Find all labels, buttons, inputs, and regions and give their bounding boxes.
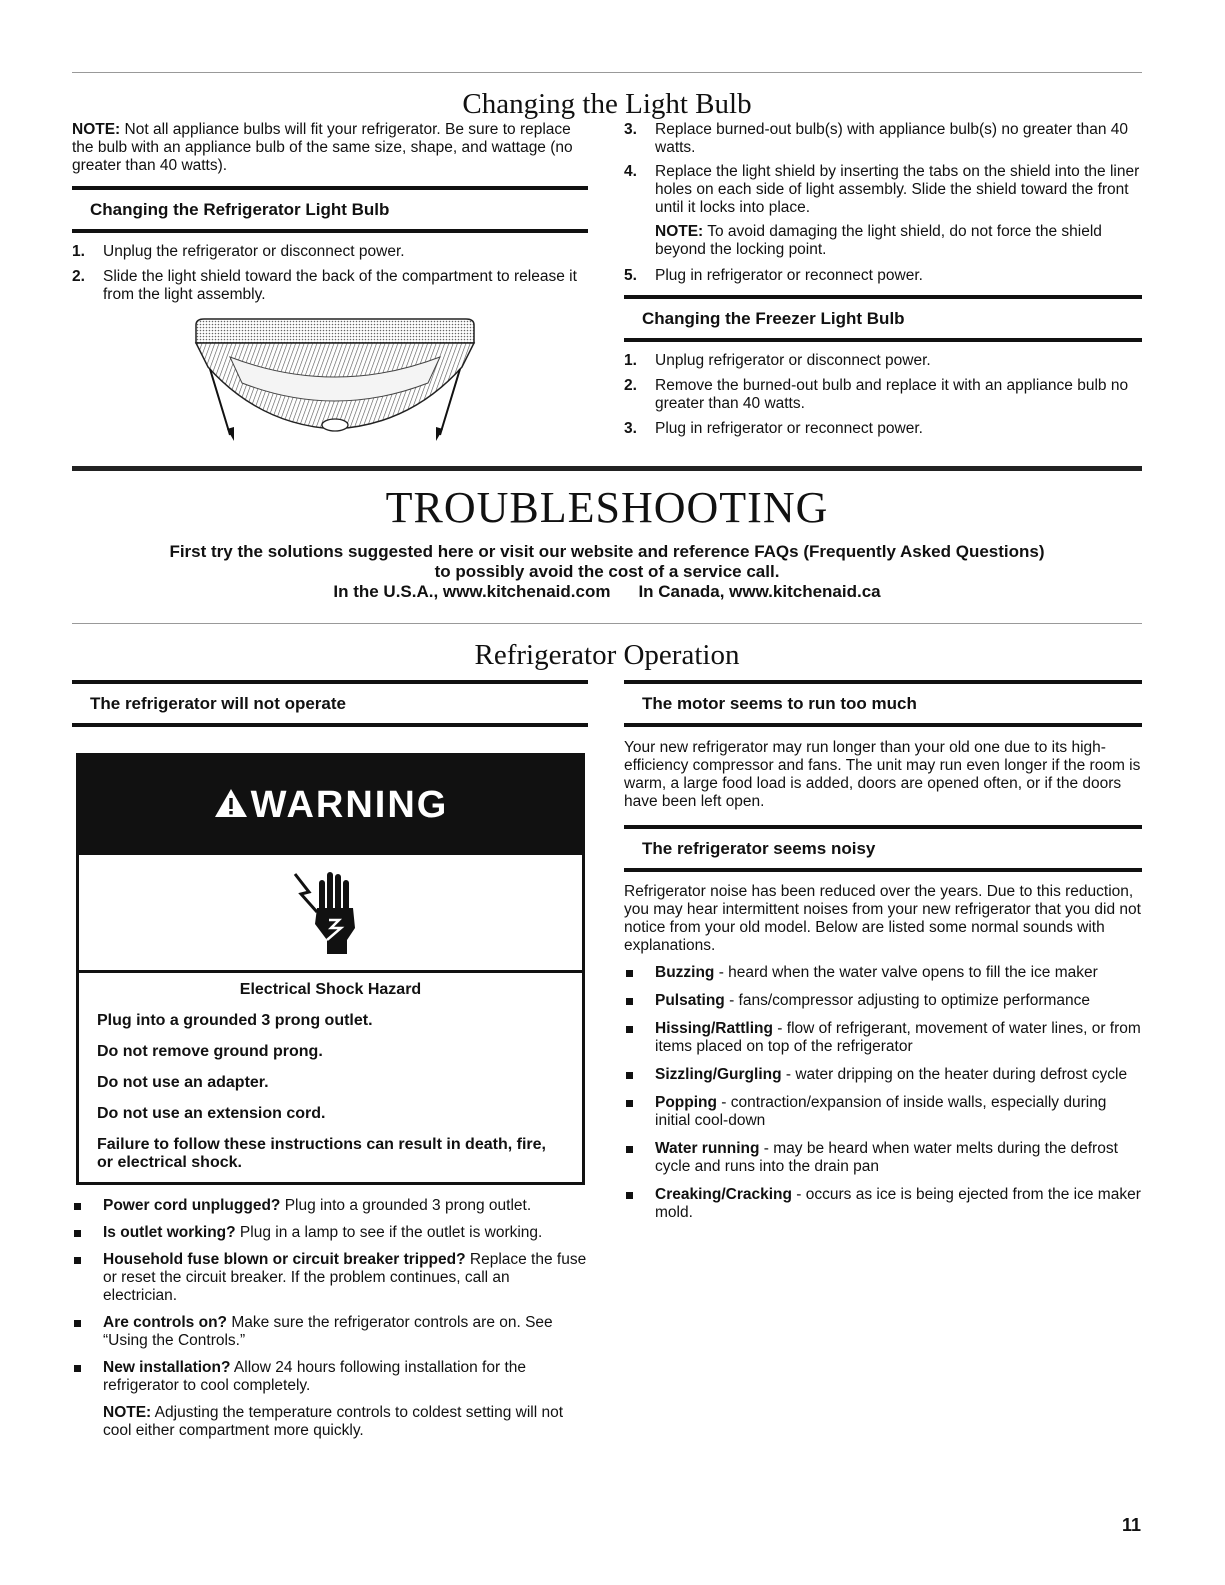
warning-line: Do not remove ground prong.	[97, 1043, 323, 1060]
motor-text: Your new refrigerator may run longer than your old one due to its high-efficiency compressor and fans. The unit may run even longer if the room is warm, a large food load is added, doors are opened often, or if the doors have been left open.	[624, 739, 1141, 810]
canada-website[interactable]: In Canada, www.kitchenaid.ca	[638, 582, 881, 601]
intro-line-1: First try the solutions suggested here or visit our website and reference FAQs (Frequently Asked Questions)	[169, 542, 1045, 561]
noisy-heading: The refrigerator seems noisy	[624, 825, 1142, 872]
list-item: Buzzing - heard when the water valve opens to fill the ice maker	[624, 964, 1142, 982]
list-item: Popping - contraction/expansion of inside walls, especially during initial cool-down	[624, 1094, 1142, 1130]
not-operate-heading: The refrigerator will not operate	[72, 680, 588, 727]
warning-line: Do not use an adapter.	[97, 1074, 269, 1091]
warning-line: Plug into a grounded 3 prong outlet.	[97, 1012, 373, 1029]
list-item: Is outlet working? Plug in a lamp to see if the outlet is working.	[72, 1224, 588, 1242]
list-item: 1. Unplug refrigerator or disconnect power.	[624, 352, 931, 369]
list-item: Power cord unplugged? Plug into a grounded 3 prong outlet.	[72, 1197, 588, 1215]
troubleshooting-title: TROUBLESHOOTING	[385, 483, 829, 532]
fridge-bulb-step5	[624, 267, 1142, 285]
troubleshooting-rule	[72, 466, 1142, 471]
freezer-bulb-heading: Changing the Freezer Light Bulb	[624, 295, 1142, 342]
list-item: 2. Slide the light shield toward the back of the compartment to release it from the light assembly.	[72, 268, 577, 303]
fridge-bulb-steps	[72, 243, 588, 304]
intro-line-2: to possibly avoid the cost of a service call.	[434, 562, 780, 581]
top-rule	[72, 72, 1142, 73]
list-item: 5. Plug in refrigerator or reconnect power.	[624, 267, 923, 284]
list-item: 2. Remove the burned-out bulb and replace it with an appliance bulb no greater than 40 watts.	[624, 377, 1129, 412]
not-operate-checklist	[72, 1197, 588, 1395]
motor-heading: The motor seems to run too much	[624, 680, 1142, 727]
not-operate-note: NOTE: Adjusting the temperature controls to coldest setting will not cool either compartment more quickly.	[103, 1404, 564, 1439]
list-item: 3. Plug in refrigerator or reconnect power.	[624, 420, 923, 437]
warning-triangle-icon	[213, 787, 249, 819]
light-bulb-right-column	[624, 121, 1142, 445]
usa-website[interactable]: In the U.S.A., www.kitchenaid.com	[333, 582, 611, 601]
list-item: 4. Replace the light shield by inserting the tabs on the shield into the liner holes on each side of light assembly. Slide the shield toward the front until it locks into place.	[624, 163, 1140, 216]
not-operate-column	[72, 680, 588, 1448]
electrical-shock-hand-icon	[291, 868, 371, 958]
noisy-text: Refrigerator noise has been reduced over the years. Due to this reduction, you may hear intermittent noises from your new refrigerator that you did not notice from your old model. Below are listed some normal sounds with explanations.	[624, 883, 1141, 954]
fridge-bulb-steps-continued	[624, 121, 1142, 217]
list-item: Are controls on? Make sure the refrigerator controls are on. See “Using the Controls.”	[72, 1314, 588, 1350]
warning-text	[79, 973, 582, 1182]
list-item: Creaking/Cracking - occurs as ice is being ejected from the ice maker mold.	[624, 1186, 1142, 1222]
warning-line: Do not use an extension cord.	[97, 1105, 326, 1122]
light-bulb-left-column	[72, 121, 588, 311]
warning-label: WARNING	[250, 784, 449, 826]
troubleshooting-intro	[72, 542, 1142, 602]
warning-box	[76, 753, 585, 1185]
page-number: 11	[1121, 1515, 1141, 1535]
motor-noise-column	[624, 680, 1142, 1232]
warning-header	[79, 756, 582, 855]
step4-note: NOTE: To avoid damaging the light shield, do not force the shield beyond the locking point.	[655, 223, 1102, 258]
hazard-title: Electrical Shock Hazard	[239, 981, 422, 998]
warning-line: Failure to follow these instructions can result in death, fire, or electrical shock.	[97, 1136, 546, 1171]
list-item: 3. Replace burned-out bulb(s) with appliance bulb(s) no greater than 40 watts.	[624, 121, 1129, 156]
list-item: 1. Unplug the refrigerator or disconnect power.	[72, 243, 405, 260]
intro-websites	[72, 582, 1142, 602]
fridge-bulb-heading: Changing the Refrigerator Light Bulb	[72, 186, 588, 233]
list-item: Pulsating - fans/compressor adjusting to optimize performance	[624, 992, 1142, 1010]
list-item: Sizzling/Gurgling - water dripping on the heater during defrost cycle	[624, 1066, 1142, 1084]
operation-rule	[72, 623, 1142, 624]
light-shield-icon	[190, 317, 480, 443]
light-shield-illustration	[190, 317, 480, 443]
list-item: Household fuse blown or circuit breaker tripped? Replace the fuse or reset the circuit breaker. If the problem continues, call an electrician.	[72, 1251, 588, 1305]
list-item: New installation? Allow 24 hours following installation for the refrigerator to cool completely.	[72, 1359, 588, 1395]
list-item: Water running - may be heard when water melts during the defrost cycle and runs into the drain pan	[624, 1140, 1142, 1176]
sound-list	[624, 964, 1142, 1222]
freezer-bulb-steps	[624, 352, 1142, 438]
list-item: Hissing/Rattling - flow of refrigerant, movement of water lines, or from items placed on top of the refrigerator	[624, 1020, 1142, 1056]
operation-title: Refrigerator Operation	[474, 639, 740, 671]
light-bulb-note: NOTE: Not all appliance bulbs will fit your refrigerator. Be sure to replace the bulb with an appliance bulb of the same size, shape, and wattage (no greater than 40 watts).	[72, 121, 573, 174]
shock-hazard-graphic	[79, 855, 582, 973]
light-bulb-title: Changing the Light Bulb	[462, 88, 752, 120]
